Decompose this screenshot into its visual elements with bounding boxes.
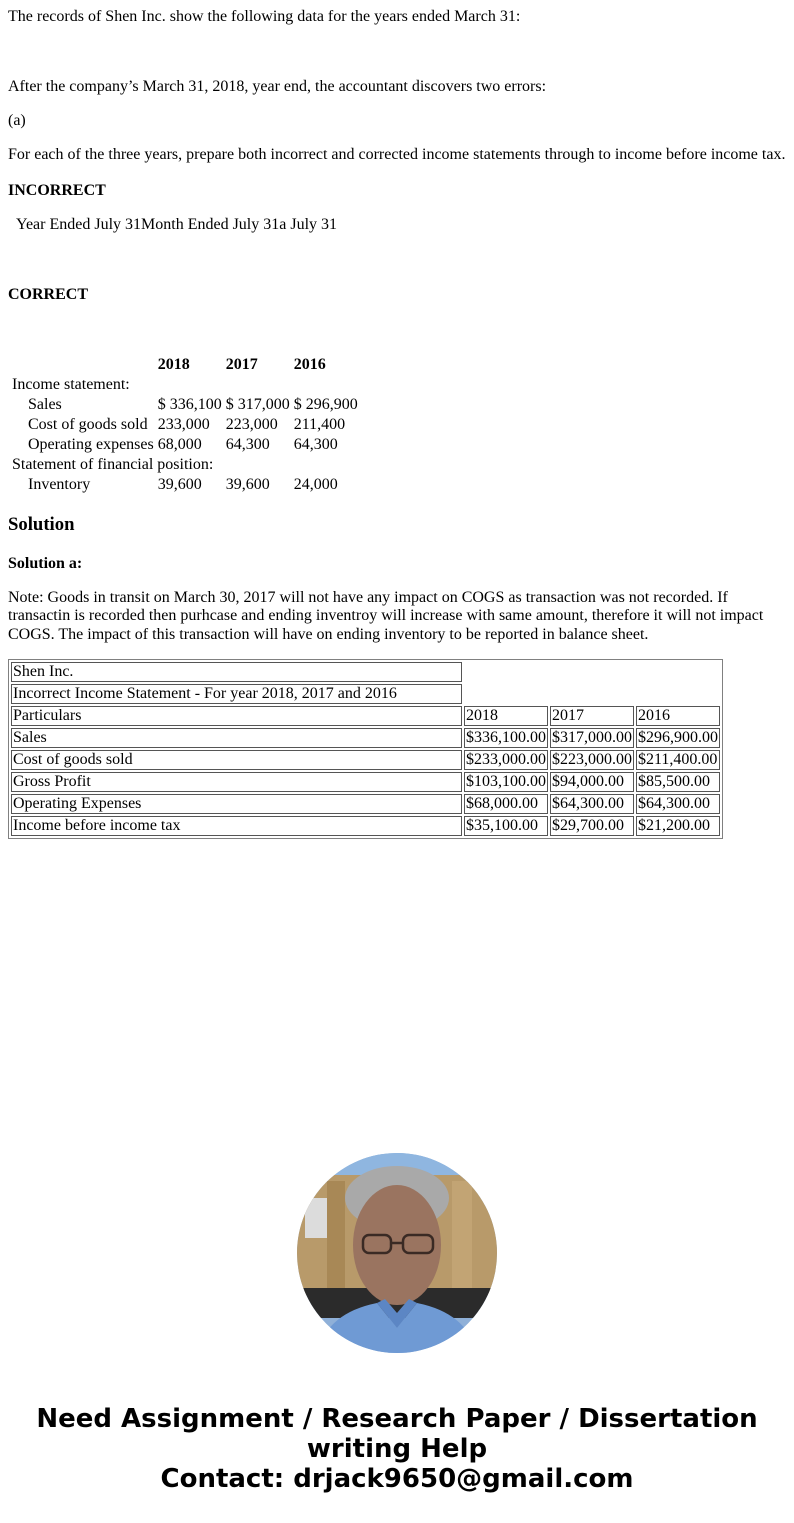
table-row [11, 750, 720, 770]
promo-line-1: Need Assignment / Research Paper / Dissertation [36, 1404, 758, 1434]
section-label: Income statement: [12, 376, 130, 393]
cell-value: 39,600 [157, 476, 202, 493]
cell-value: $ 296,900 [293, 396, 358, 413]
author-avatar [297, 1153, 497, 1353]
cell-value: $64,300.00 [550, 794, 634, 814]
year-header: 2018 [157, 356, 190, 373]
promo-contact: Contact: drjack9650@gmail.com [160, 1464, 634, 1494]
promo-banner [0, 1404, 794, 1494]
cell-value: $64,300.00 [636, 794, 720, 814]
incorrect-income-statement-table [8, 659, 723, 839]
cell-value: 64,300 [293, 436, 338, 453]
cell-value: $68,000.00 [464, 794, 548, 814]
cell-value: 233,000 [157, 416, 210, 433]
solution-heading: Solution [8, 514, 75, 535]
errors-intro-text: After the company’s March 31, 2018, year end, the accountant discovers two errors: [8, 78, 547, 95]
solution-note: Note: Goods in transit on March 30, 2017 will not have any impact on COGS as transaction was not recorded. If transactin is recorded then purhcase and ending inventroy will increase with same amount, therefore it will not impact COGS. The impact of this transaction will have on ending inventory to be reported in balance sheet. [8, 589, 764, 643]
cell-value: $103,100.00 [466, 773, 546, 790]
table-row [11, 728, 720, 748]
cell-value: $223,000.00 [552, 751, 632, 768]
table-row [10, 396, 359, 414]
header-cell: 2017 [550, 706, 634, 726]
section-row [10, 376, 359, 394]
table-row [11, 816, 720, 836]
header-cell: 2016 [636, 706, 720, 726]
cell-value: $94,000.00 [550, 772, 634, 792]
table-row [10, 436, 359, 454]
company-name-cell: Shen Inc. [11, 662, 462, 682]
cell-value: 39,600 [225, 476, 270, 493]
section-label: Statement of financial position: [12, 456, 214, 473]
part-label: (a) [8, 112, 26, 129]
table-row [11, 772, 720, 792]
row-label: Cost of goods sold [11, 750, 462, 770]
table-title-row [11, 662, 720, 682]
cell-value: $21,200.00 [636, 816, 720, 836]
year-header: 2016 [293, 356, 326, 373]
cell-value: $ 336,100 [157, 396, 222, 413]
cell-value: $336,100.00 [466, 729, 546, 746]
header-cell: Particulars [11, 706, 462, 726]
incorrect-header-row: Year Ended July 31Month Ended July 31a July 31 [16, 216, 338, 233]
row-label: Inventory [28, 476, 91, 493]
table-header-row [10, 356, 359, 374]
row-label: Sales [28, 396, 62, 413]
incorrect-heading: INCORRECT [8, 182, 106, 199]
cell-value: 68,000 [157, 436, 202, 453]
instruction-text: For each of the three years, prepare both incorrect and corrected income statements through to income before income tax. [8, 146, 786, 163]
cell-value: $296,900.00 [638, 729, 718, 746]
header-cell: 2018 [464, 706, 548, 726]
cell-value: 24,000 [293, 476, 338, 493]
cell-value: $85,500.00 [636, 772, 720, 792]
row-label: Income before income tax [11, 816, 462, 836]
table-row [10, 416, 359, 434]
section-row [10, 456, 359, 474]
cell-value: 64,300 [225, 436, 270, 453]
correct-heading: CORRECT [8, 286, 89, 303]
cell-value: $35,100.00 [464, 816, 548, 836]
cell-value: $ 317,000 [225, 396, 290, 413]
cell-value: 211,400 [293, 416, 346, 433]
table-title-row [11, 684, 720, 704]
intro-text: The records of Shen Inc. show the following data for the years ended March 31: [8, 8, 521, 25]
table-row [11, 794, 720, 814]
row-label: Sales [11, 728, 462, 748]
row-label: Operating Expenses [11, 794, 462, 814]
cell-value: 223,000 [225, 416, 278, 433]
cell-value: $29,700.00 [550, 816, 634, 836]
promo-line-2: writing Help [306, 1434, 488, 1464]
cell-value: $211,400.00 [636, 750, 720, 770]
row-label: Operating expenses [28, 436, 154, 453]
row-label: Gross Profit [11, 772, 462, 792]
cell-value: $233,000.00 [466, 751, 546, 768]
cell-value: $317,000.00 [552, 729, 632, 746]
author-photo-icon [297, 1153, 497, 1353]
source-data-table [8, 354, 361, 496]
solution-subheading: Solution a: [8, 555, 83, 572]
statement-title-cell: Incorrect Income Statement - For year 2018, 2017 and 2016 [11, 684, 462, 704]
row-label: Cost of goods sold [28, 416, 148, 433]
year-header: 2017 [225, 356, 258, 373]
table-header-row [11, 706, 720, 726]
table-row [10, 476, 359, 494]
